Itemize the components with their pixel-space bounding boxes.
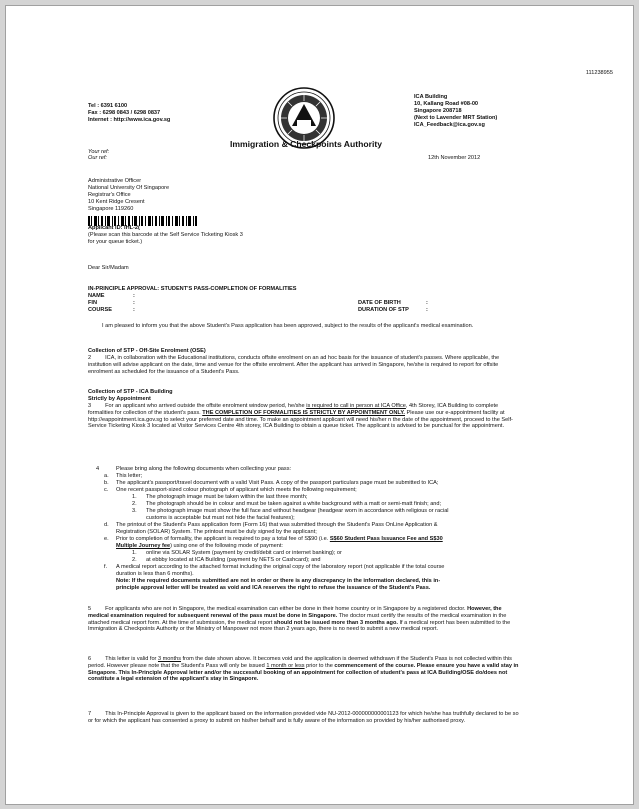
letter-date: 12th November 2012: [428, 155, 481, 161]
address-line-2: 10, Kallang Road #08-00: [414, 101, 479, 107]
item-e-text-1: Prior to completion of formality, the applicant is required to pay a total fee of S$90 (i.e. S$60 Student Pass Issuance Fee and S$30: [116, 536, 443, 542]
pay-mode-1-text: online via SOLAR System (payment by credit/debit card or internet banking); or: [146, 550, 342, 556]
recipient-line-4: 10 Kent Ridge Cresent: [88, 199, 145, 205]
photo-req-2-key: 2.: [132, 501, 137, 507]
field-duration-label: DURATION OF STP: [358, 307, 409, 313]
field-duration-colon: :: [426, 307, 428, 313]
document-number: 111238955: [585, 70, 613, 76]
field-name-label: NAME: [88, 293, 105, 299]
recipient-line-2: National University Of Singapore: [88, 185, 170, 191]
heading-ica-building: Collection of STP - ICA Building: [88, 389, 173, 395]
salutation: Dear Sir/Madam: [88, 265, 129, 271]
field-dob-label: DATE OF BIRTH: [358, 300, 401, 306]
item-f-text-1: A medical report according to the attached format including the original copy of the laboratory report (not applicable if the total course: [116, 564, 445, 570]
tel-line: Tel : 6391 6100: [88, 103, 128, 109]
paragraph-2: 2 ICA, in collaboration with the Educational institutions, conducts offsite enrolment on an ad hoc basis for the issuance of student's passes. Where applicable, the institution will advise applicant on the date, time and venue for the offsite enrolment. After the applicant has arrived in Singapore, he/she is required to report for offsite enrolment as scheduled for the issuance of a Student's Pass.: [88, 355, 500, 375]
photo-req-1-text: The photograph image must be taken within the last three month;: [146, 494, 308, 500]
field-fin-colon: :: [133, 300, 135, 306]
paragraph-6: 6 This letter is valid for 3 months from the date shown above. It becomes void and the application is deemed withdrawn if the Student's Pass is not collected within this period. However please note that the Student's Pass will only be issued 1 month or less prior to the commencement of the course. Please ensure you have a valid stay in Singapore. This In-Principle Approval letter and/or the successful booking of an appointment for collection of student's pass at ICA Building/OSE do/does not constitute a legal extension of the applicant's stay in Singapore.: [88, 656, 519, 683]
item-d-text-1: The printout of the Student's Pass application form (Form 16) that was submitted through the Student's Pass OnLine Application &: [116, 522, 438, 528]
paragraph-3: 3 For an applicant who arrived outside the offsite enrolment window period, he/she is required to call in person at ICA Office, 4th Storey, ICA Building to complete formalities for collection of the student's pass. THE COMPLETION OF FORMALITIES IS STRICTLY BY APPOINTMENT ONLY. Please use our e-appointment facility at http://eappointment.ica.gov.sg to select your preferred date and time. To make an appointment applicant will need his/her n the date of the appointment, proceed to the Self-Service Ticketing Kiosk 3 located at Visitor Services Centre 4th storey, ICA Building to obtain a queue ticket. The applicant is advised to be punctual for the appointment.: [88, 403, 513, 430]
paragraph-7: 7 This In-Principle Approval is given to the applicant based on the information provided vide NU-2012-000000000001123 for which he/she has truthfully declared to be so or for which the applicant has consented a proxy to submit on his/her behalf and is fully aware of the information so provided by his/her authorised proxy.: [88, 711, 519, 724]
item-d-key: d.: [104, 522, 109, 528]
your-ref: Your ref:: [88, 149, 110, 155]
photo-req-1-key: 1.: [132, 494, 137, 500]
address-line-3: Singapore 208718: [414, 108, 462, 114]
barcode-note-1: (Please scan this barcode at the Self Service Ticketing Kiosk 3: [88, 232, 243, 238]
item-f-text-2: duration is less than 6 months).: [116, 571, 194, 577]
field-course-colon: :: [133, 307, 135, 313]
field-course-label: COURSE: [88, 307, 112, 313]
feedback-email: ICA_Feedback@ica.gov.sg: [414, 122, 485, 128]
item-a-key: a.: [104, 473, 109, 479]
address-line-4: (Next to Lavender MRT Station): [414, 115, 498, 121]
item-d-text-2: Registration (SOLAR) System. The printout must be duly signed by the applicant;: [116, 529, 317, 535]
heading-appointment: Strictly by Appointment: [88, 396, 151, 402]
item-e-key: e.: [104, 536, 109, 542]
note-line-1: Note: If the required documents submitted are not in order or there is any discrepancy in the information declared, this in-: [116, 578, 441, 584]
item-c-key: c.: [104, 487, 109, 493]
item-a-text: This letter;: [116, 473, 143, 479]
photo-req-3-cont: customs is acceptable but must not hide the facial features);: [146, 515, 295, 521]
fax-line: Fax : 6298 0843 / 6298 0837: [88, 110, 161, 116]
heading-ose: Collection of STP - Off-Site Enrolment (OSE): [88, 348, 206, 354]
applicant-id: Applicant ID: IHL-2(: [88, 225, 140, 231]
p4-number: 4: [96, 466, 100, 472]
recipient-line-3: Registrar's Office: [88, 192, 131, 198]
item-e-text-2: Multiple Journey fee) using one of the following mode of payment:: [116, 543, 283, 549]
applicant-barcode: [88, 213, 198, 223]
pay-mode-2-key: 2.: [132, 557, 137, 563]
item-b-key: b.: [104, 480, 109, 486]
org-title: Immigration & Checkpoints Authority: [230, 139, 382, 149]
note-line-2: principle approval letter will be treated as void and ICA reserves the right to refuse the issuance of the Student's Pass.: [116, 585, 431, 591]
letter-page: [5, 5, 634, 805]
recipient-line-1: Administrative Officer: [88, 178, 142, 184]
barcode-note-2: for your queue ticket.): [88, 239, 143, 245]
pay-mode-2-text: at ebbby located at ICA Building (payment by NETS or Cashcard); and: [146, 557, 321, 563]
recipient-line-5: Singapore 119260: [88, 206, 134, 212]
subject-line: IN-PRINCIPLE APPROVAL: STUDENT'S PASS-COMPLETION OF FORMALITIES: [88, 286, 297, 292]
item-c-text: One recent passport-sized colour photograph of applicant which meets the following requirement;: [116, 487, 357, 493]
item-f-key: f.: [104, 564, 108, 570]
field-dob-colon: :: [426, 300, 428, 306]
field-fin-label: FIN: [88, 300, 98, 306]
website-line: Internet : http://www.ica.gov.sg: [88, 117, 171, 123]
field-name-colon: :: [133, 293, 135, 299]
paragraph-5: 5 For applicants who are not in Singapore, the medical examination can either be done in their home country or in Singapore by a registered doctor. However, the medical examination required for subsequent renewal of the pass must be done in Singapore. The doctor must certify the results of the medical examination in the attached medical report form. At the time of submission, the medical report should not be issued more than 3 months ago. If a medical report has been submitted to the Immigration & Checkpoints Authority or the Ministry of Manpower not more than 2 years ago, there is no need to submit a new medical report.: [88, 606, 511, 633]
photo-req-3-text: The photograph image must show the full face and without headgear (headgear worn in accordance with religious or racial: [146, 508, 449, 514]
address-line-1: ICA Building: [414, 94, 448, 100]
photo-req-2-text: The photograph should be in colour and must be taken against a white background with a matt or semi-matt finish; and;: [146, 501, 442, 507]
photo-req-3-key: 3.: [132, 508, 137, 514]
p4-intro: Please bring along the following documents when collecting your pass:: [116, 466, 292, 472]
item-b-text: The applicant's passport/travel document with a valid Visit Pass. A copy of the passport particulars page must be submitted to ICA;: [116, 480, 439, 486]
paragraph-1: I am pleased to inform you that the above Student's Pass application has been approved, subject to the results of the applicant's medical examination.: [102, 323, 474, 329]
pay-mode-1-key: 1.: [132, 550, 137, 556]
our-ref: Our ref:: [88, 155, 107, 161]
